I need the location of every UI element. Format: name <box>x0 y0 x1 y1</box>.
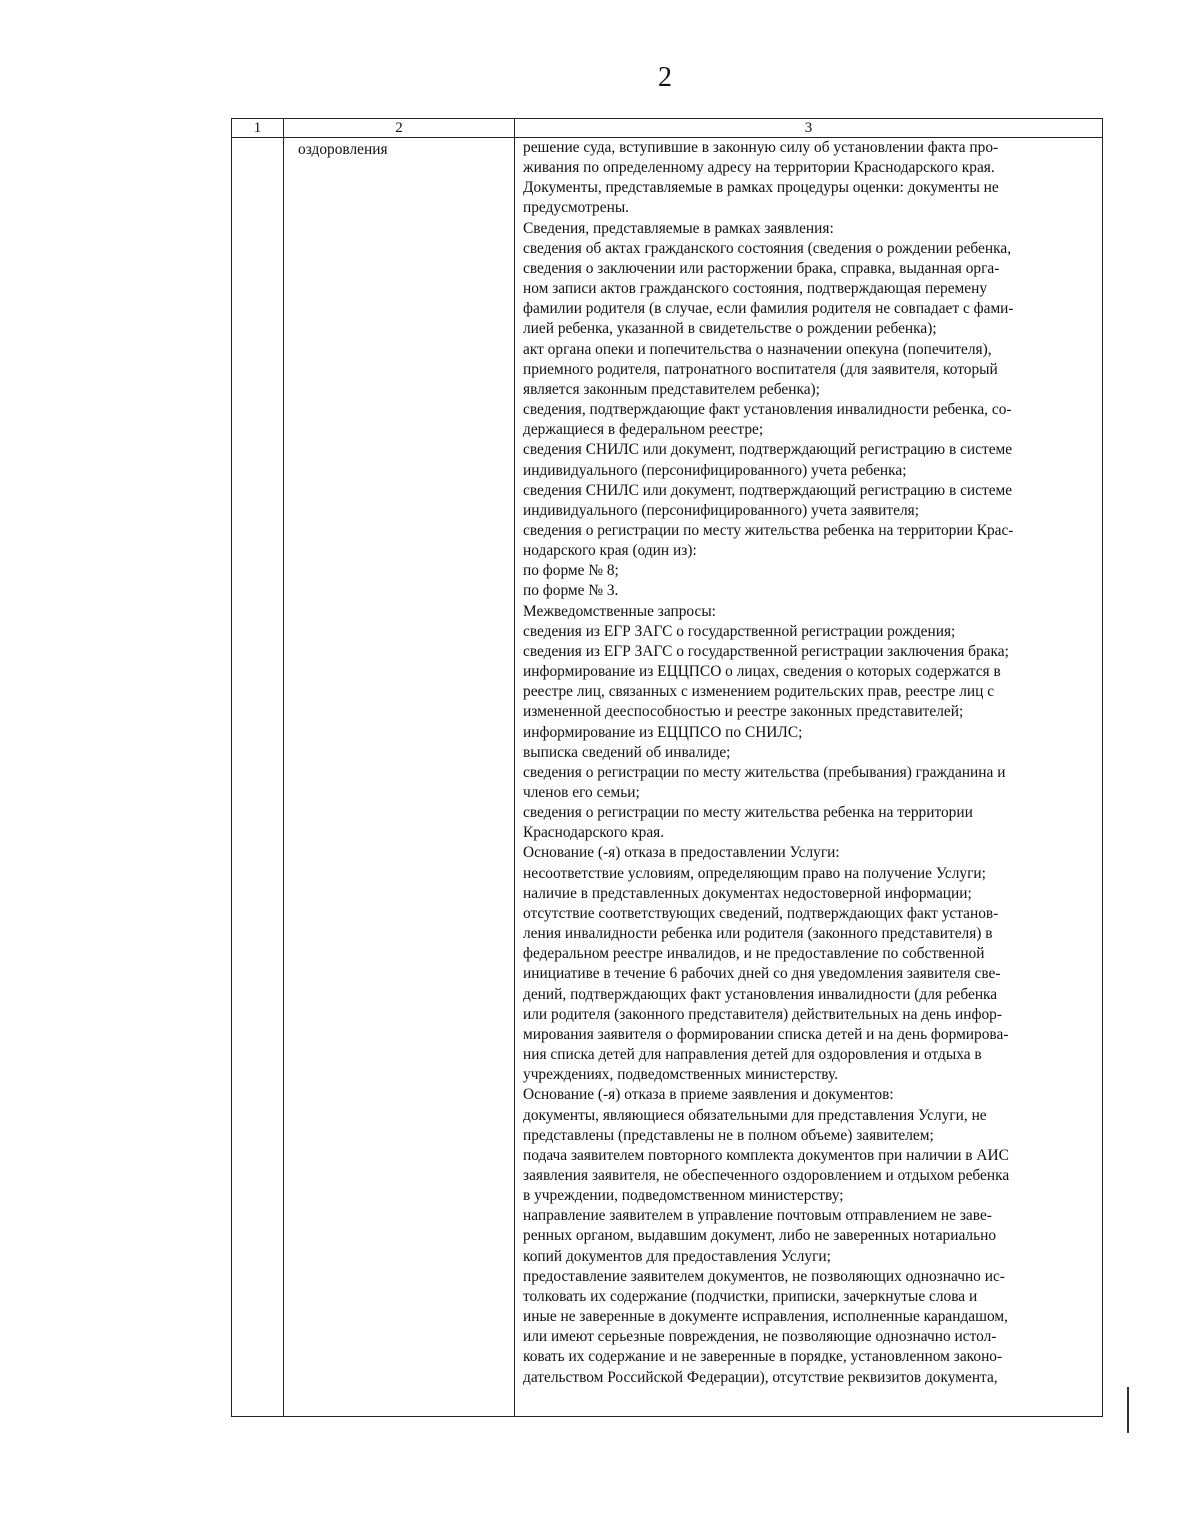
text-line: держащиеся в федеральном реестре; <box>523 421 764 439</box>
text-line: Основание (-я) отказа в предоставлении Услуги: <box>523 844 840 862</box>
text-line: представлены (представлены не в полном объеме) заявителем; <box>523 1126 934 1144</box>
column-2-cell: оздоровления <box>284 138 515 1417</box>
text-line: федеральном реестре инвалидов, и не предоставление по собственной <box>523 945 985 963</box>
page-number: 2 <box>658 62 672 93</box>
column-1-header: 1 <box>232 119 284 138</box>
text-line: толковать их содержание (подчистки, приписки, зачеркнутые слова и <box>523 1287 978 1305</box>
text-line: заявления заявителя, не обеспеченного оздоровлением и отдыхом ребенка <box>523 1166 1010 1184</box>
text-line: нодарского края (один из): <box>523 542 697 560</box>
text-line: предоставление заявителем документов, не позволяющих однозначно ис- <box>523 1267 1005 1285</box>
text-line: является законным представителем ребенка); <box>523 380 820 398</box>
text-line: подача заявителем повторного комплекта документов при наличии в АИС <box>523 1146 1009 1164</box>
text-line: несоответствие условиям, определяющим право на получение Услуги; <box>523 864 986 882</box>
text-line: ренных органом, выдавшим документ, либо не заверенных нотариально <box>523 1227 997 1245</box>
text-line: предусмотрены. <box>523 199 630 217</box>
text-line: сведения о регистрации по месту жительства ребенка на территории Крас- <box>523 521 1014 539</box>
text-line: сведения СНИЛС или документ, подтверждающий регистрацию в системе <box>523 441 1013 459</box>
text-line: копий документов для предоставления Услуги; <box>523 1247 831 1265</box>
text-line: сведения о регистрации по месту жительства ребенка на территории <box>523 804 973 822</box>
text-line: по форме № 3. <box>523 582 619 600</box>
text-line: документы, являющиеся обязательными для представления Услуги, не <box>523 1106 987 1124</box>
text-line: или имеют серьезные повреждения, не позволяющие однозначно истол- <box>523 1328 997 1346</box>
text-line: акт органа опеки и попечительства о назначении опекуна (попечителя), <box>523 340 992 358</box>
text-line: сведения об актах гражданского состояния (сведения о рождении ребенка, <box>523 239 1012 257</box>
text-line: информирование из ЕЦЦПСО о лицах, сведения о которых содержатся в <box>523 663 1001 681</box>
text-line: дений, подтверждающих факт установления инвалидности (для ребенка <box>523 985 998 1003</box>
column-3-header: 3 <box>515 119 1103 138</box>
text-line: сведения из ЕГР ЗАГС о государственной регистрации рождения; <box>523 622 956 640</box>
text-line: решение суда, вступившие в законную силу об установлении факта про- <box>523 139 999 156</box>
text-line: ления инвалидности ребенка или родителя (законного представителя) в <box>523 925 993 943</box>
text-line: сведения, подтверждающие факт установления инвалидности ребенка, со- <box>523 401 1012 419</box>
text-line: мирования заявителя о формировании списка детей и на день формирова- <box>523 1025 1009 1043</box>
text-line: выписка сведений об инвалиде; <box>523 743 731 761</box>
text-line: сведения из ЕГР ЗАГС о государственной регистрации заключения брака; <box>523 642 1009 660</box>
text-line: ном записи актов гражданского состояния, подтверждающая перемену <box>523 280 988 298</box>
text-line: дательством Российской Федерации), отсутствие реквизитов документа, <box>523 1368 998 1386</box>
text-line: Краснодарского края. <box>523 824 665 842</box>
text-line: в учреждении, подведомственном министерству; <box>523 1187 844 1205</box>
text-line: Сведения, представляемые в рамках заявления: <box>523 219 834 237</box>
text-line: информирование из ЕЦЦПСО по СНИЛС; <box>523 723 803 741</box>
text-line: приемного родителя, патронатного воспитателя (для заявителя, который <box>523 360 998 378</box>
column-2-header: 2 <box>284 119 515 138</box>
text-line: фамилии родителя (в случае, если фамилия родителя не совпадает с фами- <box>523 300 1014 318</box>
text-line: индивидуального (персонифицированного) учета ребенка; <box>523 461 907 479</box>
text-line: ния списка детей для направления детей для оздоровления и отдыха в <box>523 1046 982 1064</box>
column-3-cell <box>515 138 1103 1417</box>
text-line: Основание (-я) отказа в приеме заявления и документов: <box>523 1086 894 1104</box>
text-line: ковать их содержание и не заверенные в порядке, установленном законо- <box>523 1348 1003 1366</box>
table-row <box>232 138 1103 1417</box>
text-line: реестре лиц, связанных с изменением родительских прав, реестре лиц с <box>523 683 995 701</box>
margin-mark <box>1127 1387 1129 1433</box>
table-header-row <box>232 119 1103 138</box>
text-line: сведения СНИЛС или документ, подтверждающий регистрацию в системе <box>523 481 1013 499</box>
text-line: по форме № 8; <box>523 562 619 580</box>
text-line: Документы, представляемые в рамках процедуры оценки: документы не <box>523 179 999 197</box>
text-line: учреждениях, подведомственных министерству. <box>523 1066 839 1084</box>
document-table <box>231 118 1103 1417</box>
text-line: сведения о регистрации по месту жительства (пребывания) гражданина и <box>523 763 1006 781</box>
text-line: инициативе в течение 6 рабочих дней со дня уведомления заявителя све- <box>523 965 1001 983</box>
text-line: измененной дееспособностью и реестре законных представителей; <box>523 703 964 721</box>
text-line: или родителя (законного представителя) действительных на день инфор- <box>523 1005 1002 1023</box>
text-line: Межведомственные запросы: <box>523 602 716 620</box>
text-line: направление заявителем в управление почтовым отправлением не заве- <box>523 1207 992 1225</box>
text-line: живания по определенному адресу на территории Краснодарского края. <box>523 159 995 177</box>
text-line: иные не заверенные в документе исправления, исполненные карандашом, <box>523 1308 1008 1326</box>
text-line: сведения о заключении или расторжении брака, справка, выданная орга- <box>523 259 1000 277</box>
text-line: отсутствие соответствующих сведений, подтверждающих факт установ- <box>523 904 999 922</box>
text-line: индивидуального (персонифицированного) учета заявителя; <box>523 501 920 519</box>
text-line: членов его семьи; <box>523 784 640 801</box>
text-line: наличие в представленных документах недостоверной информации; <box>523 884 972 902</box>
column-1-cell <box>232 138 284 1417</box>
text-line: лией ребенка, указанной в свидетельстве о рождении ребенка); <box>523 320 937 338</box>
